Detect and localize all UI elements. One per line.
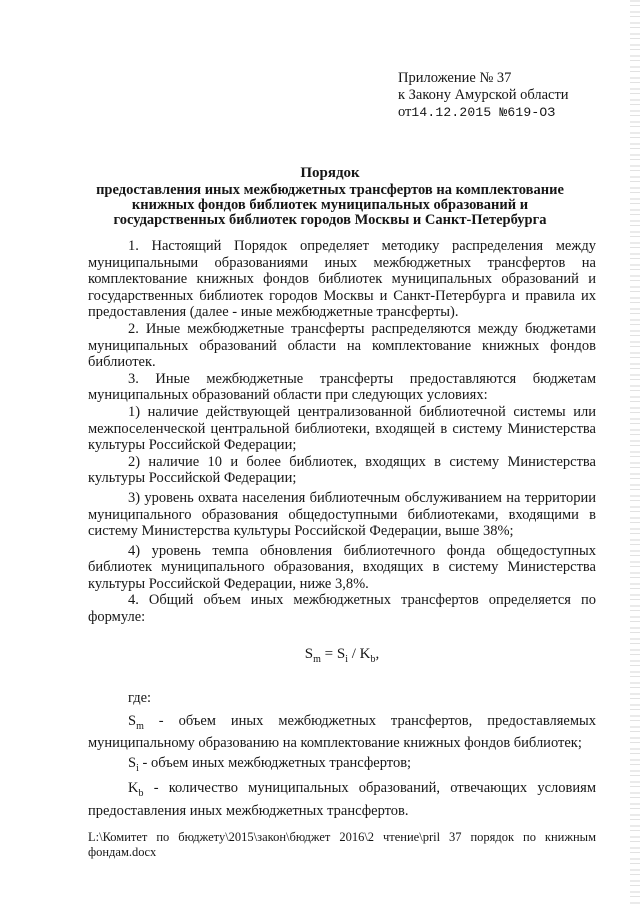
definition-sm-symbol: S	[128, 712, 137, 729]
definition-sm-sub: m	[136, 720, 144, 732]
definition-sm-text: - объем иных межбюджетных трансфертов, предоставляемых муниципальному образованию на комплектование книжных фондов библиотек;	[88, 712, 596, 752]
condition-1: 1) наличие действующей централизованной библиотечной системы или межпоселенческой центральной библиотеки, входящей в систему Министерства культуры Российской Федерации;	[88, 403, 596, 454]
definition-si	[88, 755, 596, 777]
paragraph-2: 2. Иные межбюджетные трансферты распределяются между бюджетами муниципальных образований области на комплектование книжных фондов библиотек.	[88, 320, 596, 371]
definition-kb-text: - количество муниципальных образований, отвечающих условиям предоставления иных межбюджетных трансфертов.	[88, 780, 596, 819]
attachment-date-prefix: от	[398, 104, 412, 120]
document-title	[60, 166, 600, 228]
formula	[88, 646, 596, 669]
title-line-3: государственных библиотек городов Москвы и Санкт-Петербурга	[113, 212, 547, 228]
attachment-date-stamp: 14.12.2015 №619-ОЗ	[411, 105, 556, 120]
attachment-number: Приложение № 37	[398, 70, 512, 86]
title-line-1: предоставления иных межбюджетных трансфертов на комплектование	[96, 182, 564, 198]
formula-slash: /	[347, 645, 360, 662]
paragraph-4: 4. Общий объем иных межбюджетных трансфертов определяется по формуле:	[88, 592, 596, 626]
formula-sub-m: m	[313, 653, 321, 665]
definition-sm	[88, 713, 596, 752]
definition-si-text: - объем иных межбюджетных трансфертов;	[138, 754, 412, 771]
scan-edge-artifact	[630, 0, 640, 905]
file-path-footer: L:\Комитет по бюджету\2015\закон\бюджет 2016\2 чтение\pril 37 порядок по книжным фондам.docx	[88, 830, 596, 859]
formula-sub-b: b	[370, 653, 376, 665]
formula-s: S	[304, 645, 314, 662]
title-line-2: книжных фондов библиотек муниципальных образований и	[131, 197, 529, 213]
where-label: где:	[128, 690, 152, 707]
definition-si-sub: i	[136, 762, 139, 774]
definition-si-symbol: S	[128, 754, 137, 771]
paragraph-1: 1. Настоящий Порядок определяет методику распределения между муниципальными образованиями иных межбюджетных трансфертов на комплектование книжных фондов библиотек муниципальных образований и государственных библиотек городов Москвы и Санкт-Петербурга и правила их предоставления (далее - иные межбюджетные трансферты).	[88, 238, 596, 321]
document-body	[88, 238, 596, 819]
formula-sub-i: i	[345, 653, 348, 665]
attachment-law: к Закону Амурской области	[398, 87, 569, 103]
condition-4: 4) уровень темпа обновления библиотечного фонда общедоступных библиотек муниципального образования, входящих в систему Министерства культуры Российской Федерации, ниже 3,8%.	[88, 542, 596, 592]
attachment-header	[398, 70, 569, 121]
definition-kb-sub: b	[138, 788, 144, 800]
attachment-date	[398, 104, 569, 121]
paragraph-3: 3. Иные межбюджетные трансферты предоставляются бюджетам муниципальных образований области при следующих условиях:	[88, 370, 596, 404]
formula-comma: ,	[375, 645, 380, 662]
definition-kb	[88, 780, 596, 819]
condition-3: 3) уровень охвата населения библиотечным обслуживанием на территории муниципального образования общедоступными библиотеками, входящими в систему Министерства культуры Российской Федерации, выше 38%;	[88, 489, 596, 540]
formula-eq: =	[320, 645, 337, 662]
definition-kb-symbol: K	[128, 780, 139, 797]
formula-s2: S	[336, 645, 346, 662]
condition-2: 2) наличие 10 и более библиотек, входящих в систему Министерства культуры Российской Федерации;	[88, 453, 596, 487]
title-main: Порядок	[300, 165, 360, 181]
formula-k: K	[359, 645, 371, 662]
